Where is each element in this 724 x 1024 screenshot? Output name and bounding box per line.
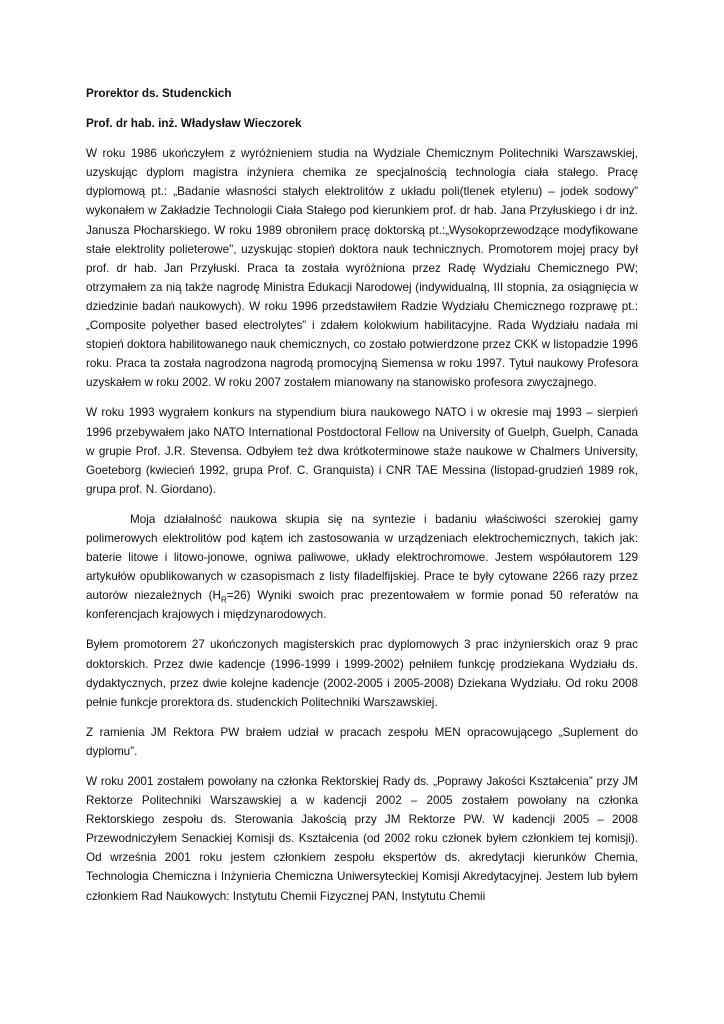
- paragraph-quality-council: W roku 2001 zostałem powołany na członka Rektorskiej Rady ds. „Poprawy Jakości Kształcenia” przy JM Rektorze Politechniki Warszawskiej a w kadencji 2002 – 2005 zostałem powołany na członka Rektorskiego zespołu ds. Sterowania Jakością przy JM Rektorze PW. W kadencji 2005 – 2008 Przewodniczyłem Senackiej Komisji ds. Kształcenia (od 2002 roku członek byłem członkiem tej komisji). Od września 2001 roku jestem członkiem zespołu ekspertów ds. akredytacji kierunków Chemia, Technologia Chemiczna i Inżynieria Chemiczna Uniwersyteckiej Komisji Akredytacyjnej. Jestem lub byłem członkiem Rad Naukowych: Instytutu Chemii Fizycznej PAN, Instytutu Chemii: [86, 775, 638, 903]
- paragraph-research-text-end: =26) Wyniki swoich prac prezentowałem w formie ponad 50 referatów na konferencjach krajowych i międzynarodowych.: [86, 589, 638, 622]
- paragraph-men-team: Z ramienia JM Rektora PW brałem udział w pracach zespołu MEN opracowującego „Suplement do dyplomu”.: [86, 725, 638, 758]
- author-name: Prof. dr hab. inż. Władysław Wieczorek: [86, 117, 302, 131]
- paragraph-fellowship: W roku 1993 wygrałem konkurs na stypendium biura naukowego NATO i w okresie maj 1993 – sierpień 1996 przebywałem jako NATO International Postdoctoral Fellow na University of Guelph, Guelph, Canada w grupie Prof. J.R. Stevensa. Odbyłem też dwa krótkoterminowe staże naukowe w Chalmers University, Goeteborg (kwiecień 1992, grupa Prof. C. Granquista) i CNR TAE Messina (listopad-grudzień 1989 rok, grupa prof. N. Giordano).: [86, 406, 638, 496]
- paragraph-research-text: Moja działalność naukowa skupia się na syntezie i badaniu właściwości szerokiej gamy polimerowych elektrolitów pod kątem ich zastosowania w urządzeniach elektrochemicznych, takich jak: baterie litowe i litowo-jonowe, ogniwa paliwowe, układy elektrochromowe. Jestem współautorem 129 artykułów opublikowanych w czasopismach z listy filadelfijskiej. Prace te były cytowane 2266 razy przez autorów niezależnych (H: [86, 512, 638, 603]
- paragraph-education: W roku 1986 ukończyłem z wyróżnieniem studia na Wydziale Chemicznym Politechniki Warszawskiej, uzyskując dyplom magistra inżyniera chemika ze specjalnością technologia ciała stałego. Pracę dyplomową pt.: „Badanie własności stałych elektrolitów z układu poli(tlenek etylenu) – jodek sodowy” wykonałem w Zakładzie Technologii Ciała Stałego pod kierunkiem prof. dr hab. Jana Przyłuskiego i dr inż. Janusza Płocharskiego. W roku 1989 obroniłem pracę doktorską pt.:„Wysokoprzewodzące modyfikowane stałe elektrolity polieterowe", uzyskując stopień doktora nauk technicznych. Promotorem mojej pracy był prof. dr hab. Jan Przyłuski. Praca ta została wyróżniona przez Radę Wydziału Chemicznego PW; otrzymałem za nią także nagrodę Ministra Edukacji Narodowej (indywidualną, III stopnia, za osiągnięcia w dziedzinie badań naukowych). W roku 1996 przedstawiłem Radzie Wydziału Chemicznego rozprawę pt.: „Composite polyether based electrolytes” i zdałem kolokwium habilitacyjne. Rada Wydziału nadała mi stopień doktora habilitowanego nauk chemicznych, co zostało potwierdzone przez CKK w listopadzie 1996 roku. Praca ta została nagrodzona nagrodą promocyjną Siemensa w roku 1997. Tytuł naukowy Profesora uzyskałem w roku 2002. W roku 2007 zostałem mianowany na stanowisko profesora zwyczajnego.: [86, 147, 638, 390]
- document-title: Prorektor ds. Studenckich: [86, 87, 232, 100]
- h-index-subscript: R: [220, 595, 227, 605]
- document-page: [86, 84, 638, 917]
- paragraph-research: [86, 510, 638, 625]
- paragraph-supervision: Byłem promotorem 27 ukończonych magisterskich prac dyplomowych 3 prac inżynierskich oraz 9 prac doktorskich. Przez dwie kadencje (1996-1999 i 1999-2002) pełniłem funkcję prodziekana Wydziału ds. dydaktycznych, przez dwie kolejne kadencje (2002-2005 i 2005-2008) Dziekana Wydziału. Od roku 2008 pełnie funkcje prorektora ds. studenckich Politechniki Warszawskiej.: [86, 638, 638, 709]
